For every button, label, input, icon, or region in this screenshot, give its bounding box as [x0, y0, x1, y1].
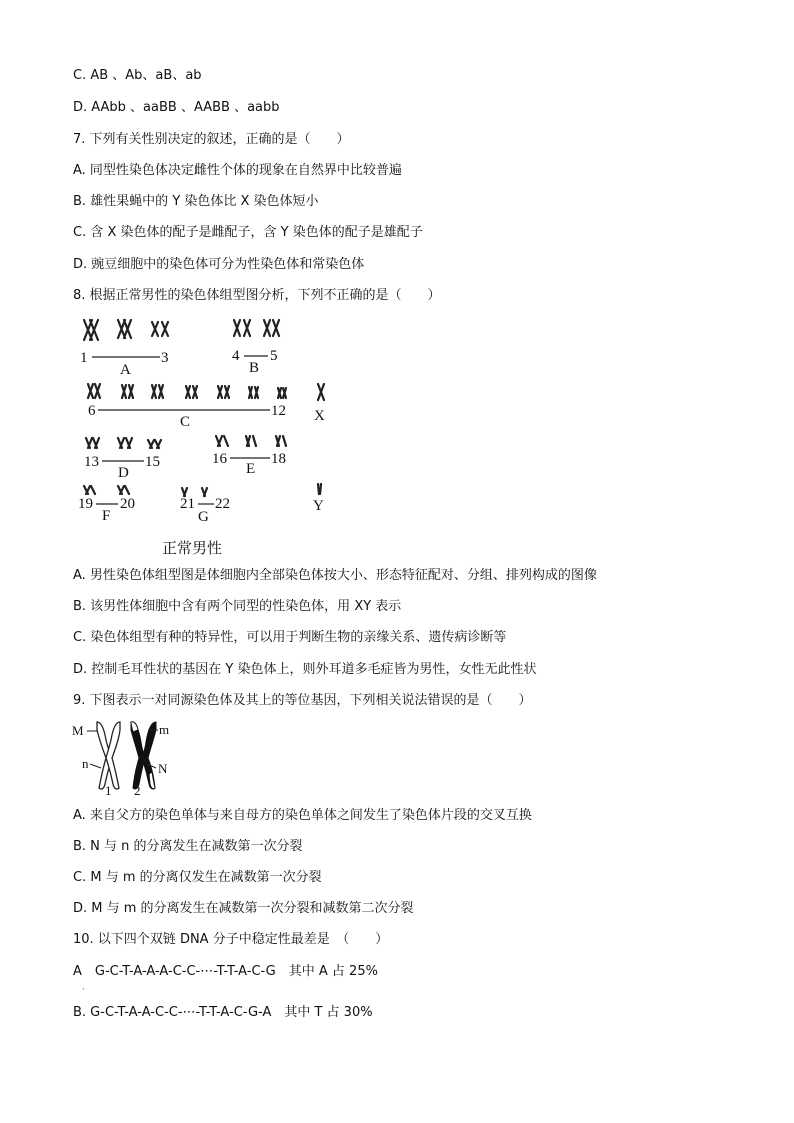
group-g-end: 22 [215, 496, 230, 512]
homologous-chromosomes-figure [70, 718, 180, 796]
group-c-start: 6 [88, 403, 96, 419]
q7-option-c: C. 含 X 染色体的配子是雌配子，含 Y 染色体的配子是雄配子 [73, 225, 423, 240]
q8-option-c: C. 染色体组型有种的特异性，可以用于判断生物的亲缘关系、遗传病诊断等 [73, 630, 507, 645]
group-g-start: 21 [180, 496, 195, 512]
group-f-letter: F [102, 508, 111, 524]
allele-m-label: m [159, 722, 170, 737]
group-c-end: 12 [271, 403, 286, 419]
group-e-letter: E [246, 461, 256, 477]
q6-option-d: D. AAbb 、aaBB 、AABB 、aabb [73, 100, 280, 115]
group-a-end: 3 [161, 350, 169, 366]
q10-option-b: B. G-C-T-A-A-C-C-⋯-T-T-A-C-G-A 其中 T 占 30% [73, 1005, 373, 1020]
chromosome-1-label: 1 [105, 783, 112, 796]
allele-M-label: M [72, 723, 84, 738]
group-e-start: 16 [212, 451, 227, 467]
group-d-start: 13 [84, 454, 99, 470]
group-f-start: 19 [78, 496, 93, 512]
karyotype-figure [78, 312, 348, 562]
q8-option-d: D. 控制毛耳性状的基因在 Y 染色体上，则外耳道多毛症皆为男性，女性无此性状 [73, 662, 537, 677]
group-f-end: 20 [120, 496, 135, 512]
allele-n-label: n [82, 756, 89, 771]
q10-option-a: A G-C-T-A-A-A-C-C-⋯-T-T-A-C-G 其中 A 占 25% [73, 964, 378, 979]
q8-option-a: A. 男性染色体组型图是体细胞内全部染色体按大小、形态特征配对、分组、排列构成的图像 [73, 568, 597, 583]
q7-option-a: A. 同型性染色体决定雌性个体的现象在自然界中比较普遍 [73, 163, 402, 178]
q7-option-b: B. 雄性果蝇中的 Y 染色体比 X 染色体短小 [73, 194, 319, 209]
allele-N-label: N [158, 761, 168, 776]
karyotype-caption: 正常男性 [162, 539, 223, 557]
group-d-end: 15 [145, 454, 160, 470]
q6-option-c: C. AB 、Ab、aB、ab [73, 68, 202, 83]
group-b-end: 5 [270, 348, 278, 364]
q9-option-a: A. 来自父方的染色单体与来自母方的染色单体之间发生了染色体片段的交叉互换 [73, 808, 532, 823]
q10-stem: 10. 以下四个双链 DNA 分子中稳定性最差是 （ ） [73, 932, 389, 947]
q8-stem: 8. 根据正常男性的染色体组型图分析，下列不正确的是（ ） [73, 288, 441, 303]
q9-option-b: B. N 与 n 的分离发生在减数第一次分裂 [73, 839, 303, 854]
group-c-letter: C [180, 414, 191, 430]
q9-option-d: D. M 与 m 的分离发生在减数第一次分裂和减数第二次分裂 [73, 901, 414, 916]
group-d-letter: D [118, 465, 129, 481]
q7-stem: 7. 下列有关性别决定的叙述，正确的是（ ） [73, 132, 350, 147]
group-e-end: 18 [271, 451, 286, 467]
q7-option-d: D. 豌豆细胞中的染色体可分为性染色体和常染色体 [73, 257, 365, 272]
q9-option-c: C. M 与 m 的分离仅发生在减数第一次分裂 [73, 870, 322, 885]
y-chromosome-label: Y [313, 498, 324, 514]
group-b-letter: B [249, 360, 260, 376]
q9-stem: 9. 下图表示一对同源染色体及其上的等位基因，下列相关说法错误的是（ ） [73, 693, 532, 708]
x-chromosome-label: X [314, 408, 325, 424]
group-b-start: 4 [232, 348, 240, 364]
chromosome-2-label: 2 [134, 783, 141, 796]
group-g-letter: G [198, 509, 209, 525]
q8-option-b: B. 该男性体细胞中含有两个同型的性染色体，用 XY 表示 [73, 599, 402, 614]
group-a-start: 1 [80, 350, 88, 366]
group-a-letter: A [120, 362, 131, 378]
stray-mark: · [82, 985, 85, 995]
